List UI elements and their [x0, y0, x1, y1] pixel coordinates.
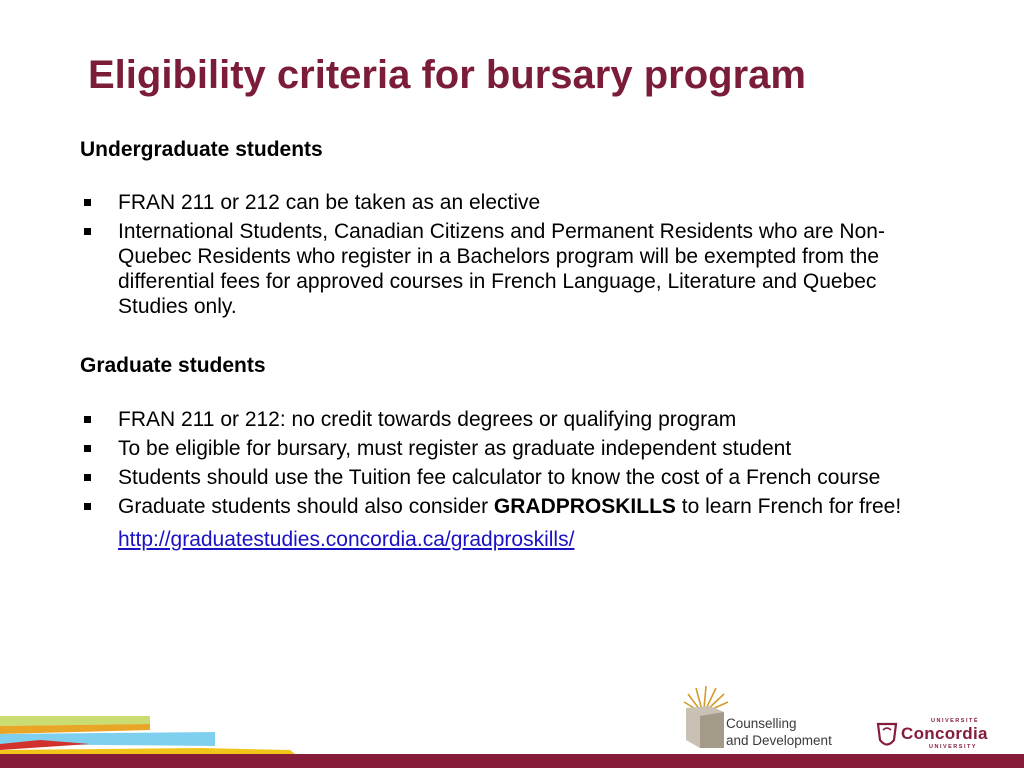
bullet-text: International Students, Canadian Citizens and Permanent Residents who are Non-Quebec Residents who register in a Bachelors program will be exempted from the differential fees for approved courses in French Language, Literature and Quebec Studies only. — [118, 220, 885, 318]
book-side — [700, 712, 724, 748]
slide-title: Eligibility criteria for bursary program — [88, 53, 806, 97]
slide-content — [80, 136, 910, 552]
bullet-text: FRAN 211 or 212 can be taken as an elective — [118, 191, 541, 214]
square-bullet-icon — [84, 503, 91, 510]
square-bullet-icon — [84, 416, 91, 423]
bullet-text: Students should use the Tuition fee calculator to know the cost of a French course — [118, 466, 881, 489]
list-item — [80, 407, 910, 432]
link-line — [80, 527, 910, 552]
bullet-text-after: to learn French for free! — [675, 495, 902, 518]
concordia-university: UNIVERSITY — [929, 744, 978, 750]
concordia-logo — [875, 718, 1000, 754]
square-bullet-icon — [84, 228, 91, 235]
graduate-heading: Graduate students — [80, 354, 266, 377]
gradproskills-emphasis: GRADPROSKILLS — [493, 495, 676, 518]
undergraduate-heading: Undergraduate students — [80, 138, 323, 161]
list-item — [80, 190, 910, 215]
list-item — [80, 436, 910, 461]
counselling-line-1: Counselling — [726, 716, 797, 731]
counselling-line-2: and Development — [726, 733, 832, 748]
concordia-wordmark: Concordia — [901, 724, 988, 743]
counselling-logo-text — [726, 715, 832, 749]
square-bullet-icon — [84, 199, 91, 206]
list-item — [80, 465, 910, 490]
bullet-text-before: Graduate students should also consider — [118, 495, 494, 518]
footer-bar — [0, 754, 1024, 768]
list-item — [80, 494, 910, 519]
undergraduate-list — [80, 190, 910, 319]
list-item — [80, 219, 910, 319]
gradproskills-link[interactable]: http://graduatestudies.concordia.ca/gradproskills/ — [118, 528, 575, 551]
concordia-emblem-icon — [875, 722, 899, 750]
square-bullet-icon — [84, 474, 91, 481]
concordia-universite: UNIVERSITÉ — [931, 718, 980, 724]
square-bullet-icon — [84, 445, 91, 452]
bullet-text: FRAN 211 or 212: no credit towards degrees or qualifying program — [118, 408, 737, 431]
bullet-text: To be eligible for bursary, must register as graduate independent student — [118, 437, 792, 460]
graduate-list — [80, 407, 910, 519]
